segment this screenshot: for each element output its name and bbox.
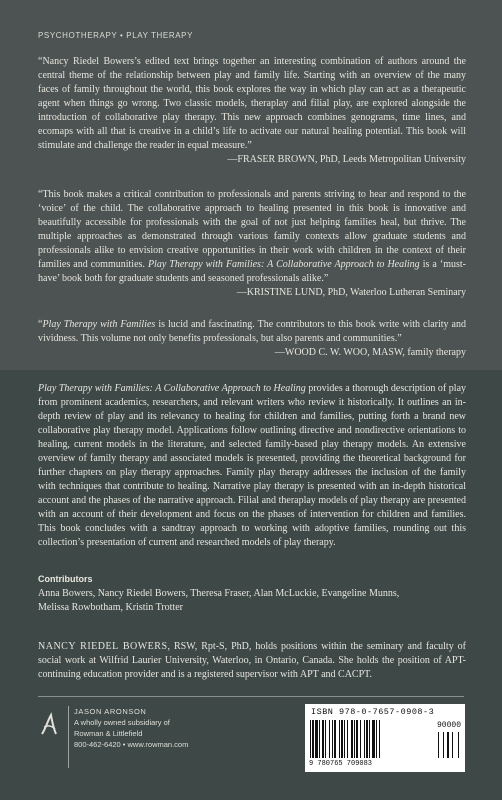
quote-text: is a ‘must-have’ book both for graduate students and seasoned professionals alike.” xyxy=(38,259,466,284)
jason-aronson-logo xyxy=(38,712,60,738)
endorsement-quote-2 xyxy=(38,188,466,300)
author-name: NANCY RIEDEL BOWERS xyxy=(38,641,168,652)
endorsement-quote-1 xyxy=(38,55,466,167)
contributors-line: Anna Bowers, Nancy Riedel Bowers, Theresa Fraser, Alan McLuckie, Evangeline Munns, xyxy=(38,588,400,599)
publisher-name: JASON ARONSON xyxy=(74,707,147,716)
publisher-contact: 800-462-6420 • www.rowman.com xyxy=(74,740,189,749)
author-bio xyxy=(38,640,466,682)
contributors-heading: Contributors xyxy=(38,574,93,584)
book-description xyxy=(38,382,466,550)
quote-text: “Nancy Riedel Bowers’s edited text brings together an interesting combination of authors around the central theme of the relationship between play and family life. Starting with an overview of the many faces of family throughout the world, this book explores the way in which play can act as a therapeutic agent when things go wrong. Two classic models, theraplay and filial play, are explored alongside the introduction of collaborative play therapy. This new approach combines genograms, time lines, and ecomaps with all that is creative in a child’s life to activate our natural healing potential. This book will stimulate and challenge the reader in equal measure.” xyxy=(38,56,466,151)
quote-attribution: —FRASER BROWN, PhD, Leeds Metropolitan University xyxy=(227,154,466,165)
author-bio-text: , RSW, Rpt-S, PhD, holds positions within the seminary and faculty of social work at Wilfrid Laurier University, Waterloo, in Ontario, Canada. She holds the position of APT-continuing education provider and is a registered supervisor with APT and CACPT. xyxy=(38,641,467,680)
quote-text: “This book makes a critical contribution to professionals and parents striving to hear and respond to the ‘voice’ of the child. The collaborative approach to healing presented in this book is innovative and beautifully accessible for professionals with the goal of not just helping families heal, but thrive. The multiple approaches as demonstrated through various family contexts allow graduate students and professionals alike to envision creative opportunities in their work with children in the context of their families and communities. xyxy=(38,189,466,270)
category-label: PSYCHOTHERAPY • PLAY THERAPY xyxy=(38,31,194,40)
publisher-separator xyxy=(68,706,69,768)
publisher-line: A wholly owned subsidiary of xyxy=(74,718,170,727)
publisher-info xyxy=(74,706,204,750)
contributors-line: Melissa Rowbotham, Kristin Trotter xyxy=(38,602,184,613)
isbn-text: ISBN 978-0-7657-0908-3 xyxy=(311,707,435,717)
publisher-line: Rowman & Littlefield xyxy=(74,729,143,738)
divider xyxy=(38,696,464,697)
book-title: Play Therapy with Families: A Collaborative Approach to Healing xyxy=(38,383,306,394)
endorsement-quote-3 xyxy=(38,318,466,360)
ean-digits: 9 780765 709083 xyxy=(309,760,373,768)
quote-attribution: —KRISTINE LUND, PhD, Waterloo Lutheran Seminary xyxy=(236,287,466,298)
contributors-list xyxy=(38,587,466,615)
book-title: Play Therapy with Families: A Collaborative Approach to Healing xyxy=(147,259,420,270)
quote-open-mark: “ xyxy=(38,319,43,330)
description-text: provides a thorough description of play from prominent academics, researchers, and relevant writers who review it historically. It outlines an in-depth review of play and its relevancy to healing for children and families, putting forth a brand new collaborative play therapy model. Applications follow outlining directive and nondirective orientations to healing, current models in the literature, and selected family-based play therapy models. An extensive overview of family therapy and associated models is presented, providing the theoretical background for further chapters on play therapy approaches. Family play therapy addresses the inclusion of the family with techniques that contribute to healing. Narrative play therapy is presented with an in-depth historical account and the phases of the narrative approach. Filial and theraplay models of play therapy are presented with an account of their development and focus on the phases of intervention for children and families. This book concludes with a sandtray approach to working with adoptive families, rounding out this collection’s presentation of current and researched models of play therapy. xyxy=(38,383,467,548)
quote-text: is lucid and fascinating. The contributors to this book write with clarity and vividness. This volume not only benefits professionals, but also parents and communities.” xyxy=(38,319,466,344)
book-title: Play Therapy with Families xyxy=(42,319,156,330)
quote-attribution: —WOOD C. W. WOO, MASW, family therapy xyxy=(274,347,466,358)
isbn-barcode xyxy=(305,704,465,772)
price-code: 90000 xyxy=(437,721,462,730)
